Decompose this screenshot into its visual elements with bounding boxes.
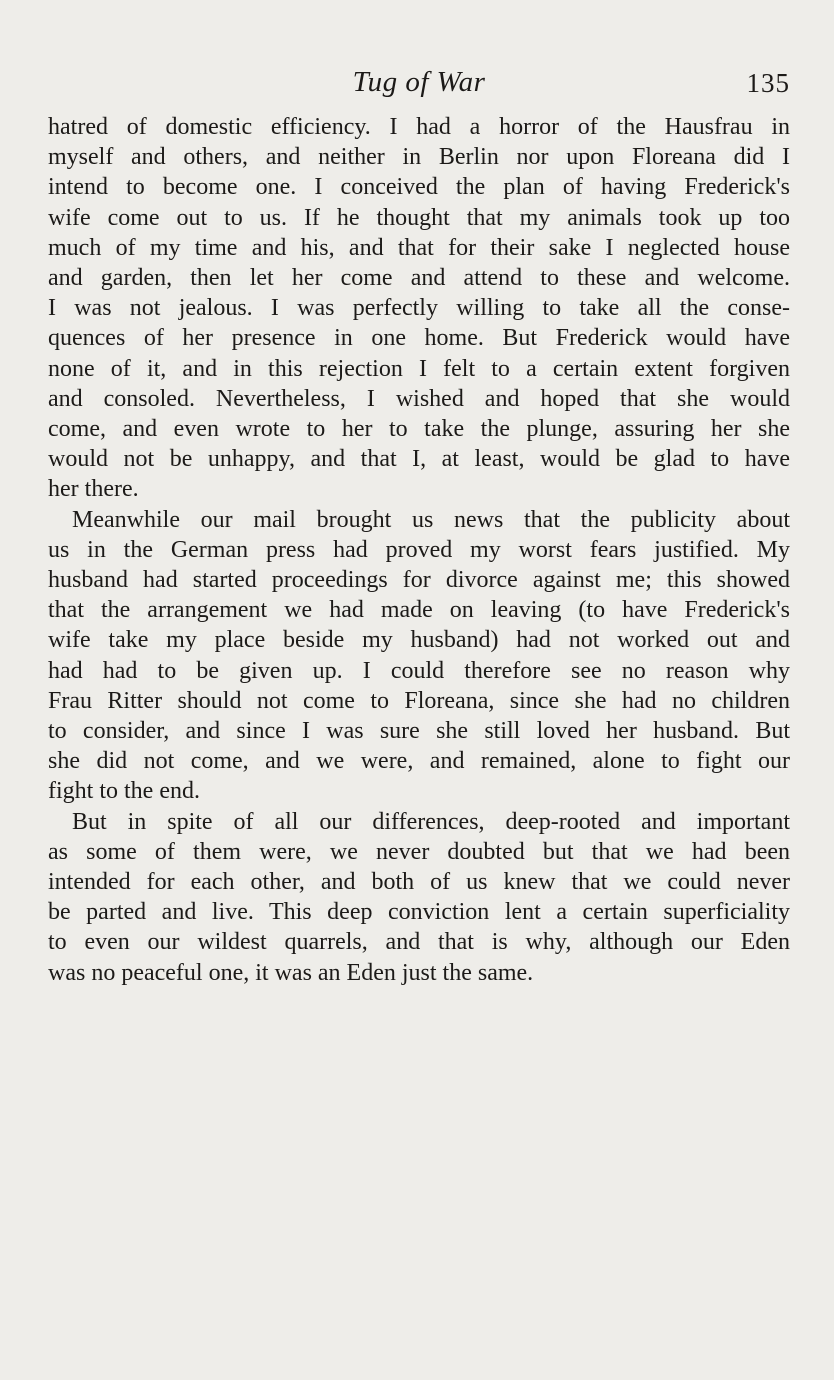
text-line: that the arrangement we had made on leaving (to have Frederick's [48, 597, 790, 624]
text-line: be parted and live. This deep conviction lent a certain superficiality [48, 899, 790, 926]
text-line: Frau Ritter should not come to Floreana, since she had no children [48, 687, 790, 714]
running-title: Tug of War [352, 66, 486, 98]
page-number: 135 [746, 68, 790, 98]
body-text [48, 112, 790, 988]
text-line: she did not come, and we were, and remained, alone to fight our [48, 748, 790, 775]
text-line: her there. [48, 476, 139, 503]
text-line: I was not jealous. I was perfectly willing to take all the conse- [48, 295, 790, 322]
text-line: myself and others, and neither in Berlin nor upon Floreana did I [48, 144, 790, 171]
text-line: husband had started proceedings for divorce against me; this showed [48, 567, 790, 594]
running-header [48, 66, 790, 106]
text-line: much of my time and his, and that for their sake I neglected house [48, 234, 790, 261]
text-line: and garden, then let her come and attend to these and welcome. [48, 265, 790, 292]
text-line: But in spite of all our differences, deep-rooted and important [72, 808, 790, 835]
text-line: to consider, and since I was sure she still loved her husband. But [48, 718, 790, 745]
text-line: and consoled. Nevertheless, I wished and hoped that she would [48, 385, 790, 412]
text-line: Meanwhile our mail brought us news that the publicity about [72, 506, 790, 533]
text-line: wife take my place beside my husband) had not worked out and [48, 627, 790, 654]
text-line: had had to be given up. I could therefore see no reason why [48, 657, 790, 684]
text-line: come, and even wrote to her to take the plunge, assuring her she [48, 416, 790, 443]
text-line: hatred of domestic efficiency. I had a horror of the Hausfrau in [48, 114, 790, 140]
text-line: wife come out to us. If he thought that my animals took up too [48, 204, 790, 231]
text-line: as some of them were, we never doubted but that we had been [48, 838, 790, 865]
text-line: us in the German press had proved my worst fears justified. My [48, 536, 790, 563]
text-line: none of it, and in this rejection I felt to a certain extent forgiven [48, 355, 790, 382]
text-line: to even our wildest quarrels, and that is why, although our Eden [48, 929, 790, 956]
text-line: would not be unhappy, and that I, at least, would be glad to have [48, 446, 790, 473]
text-line: was no peaceful one, it was an Eden just the same. [48, 959, 534, 986]
text-line: intended for each other, and both of us knew that we could never [48, 869, 790, 896]
text-line: fight to the end. [48, 778, 200, 805]
paragraph-3 [48, 807, 790, 988]
paragraph-1 [48, 112, 790, 505]
text-line: quences of her presence in one home. But Frederick would have [48, 325, 790, 352]
text-line: intend to become one. I conceived the plan of having Frederick's [48, 174, 790, 201]
paragraph-2 [48, 505, 790, 807]
